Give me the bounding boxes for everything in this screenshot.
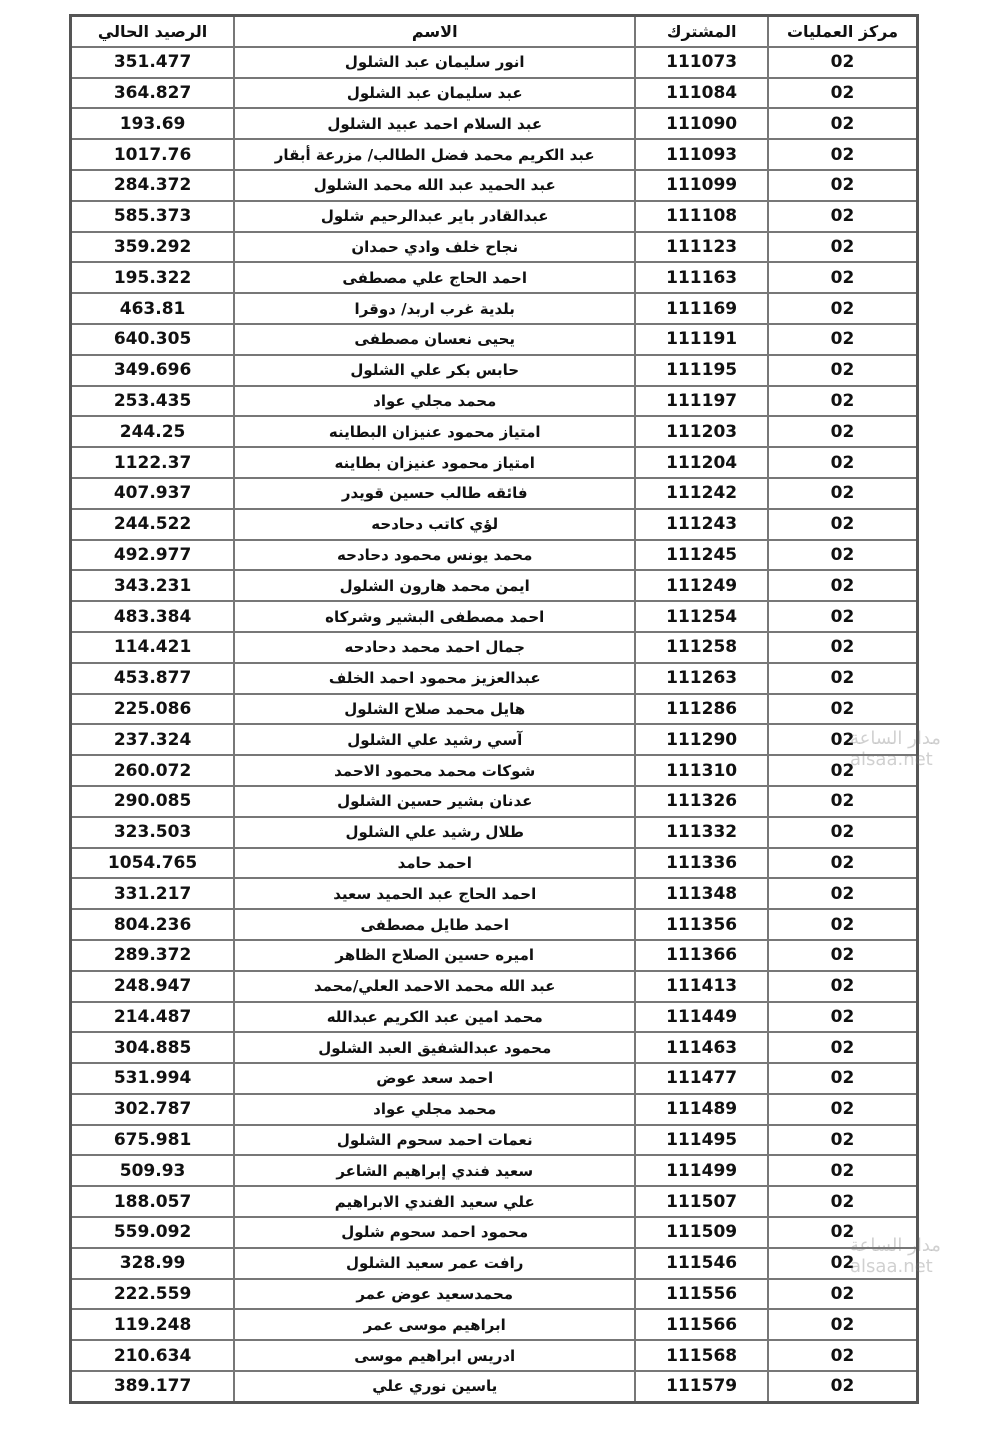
cell-balance: 463.81 xyxy=(71,293,235,324)
cell-balance: 675.981 xyxy=(71,1125,235,1156)
cell-center: 02 xyxy=(768,139,918,170)
cell-balance: 453.877 xyxy=(71,663,235,694)
cell-balance: 284.372 xyxy=(71,170,235,201)
cell-center: 02 xyxy=(768,1248,918,1279)
cell-center: 02 xyxy=(768,1217,918,1248)
cell-subscriber: 111191 xyxy=(635,324,768,355)
cell-balance: 222.559 xyxy=(71,1279,235,1310)
watermark-latin: alsaa.net xyxy=(850,749,933,770)
cell-center: 02 xyxy=(768,201,918,232)
cell-name: محمد مجلي عواد xyxy=(234,1094,635,1125)
header-name: الاسم xyxy=(234,16,635,47)
cell-center: 02 xyxy=(768,1371,918,1402)
table-row xyxy=(71,170,918,201)
cell-name: امتياز محمود عنيزان بطاينه xyxy=(234,447,635,478)
cell-balance: 225.086 xyxy=(71,694,235,725)
table-row xyxy=(71,601,918,632)
cell-name: جمال احمد محمد دحادحه xyxy=(234,632,635,663)
cell-subscriber: 111413 xyxy=(635,971,768,1002)
cell-name: عبد الكريم محمد فضل الطالب/ مزرعة أبقار xyxy=(234,139,635,170)
table-row xyxy=(71,78,918,109)
cell-subscriber: 111084 xyxy=(635,78,768,109)
cell-balance: 331.217 xyxy=(71,878,235,909)
table-row xyxy=(71,1279,918,1310)
cell-center: 02 xyxy=(768,1340,918,1371)
cell-name: اميره حسين الصلاح الظاهر xyxy=(234,940,635,971)
cell-balance: 804.236 xyxy=(71,909,235,940)
table-row xyxy=(71,1340,918,1371)
cell-name: عبد الله محمد الاحمد العلي/محمد xyxy=(234,971,635,1002)
cell-center: 02 xyxy=(768,447,918,478)
cell-name: محمد مجلي عواد xyxy=(234,386,635,417)
cell-subscriber: 111249 xyxy=(635,570,768,601)
cell-name: عدنان بشير حسين الشلول xyxy=(234,786,635,817)
cell-name: ياسين نوري علي xyxy=(234,1371,635,1402)
table-row xyxy=(71,848,918,879)
table-row xyxy=(71,293,918,324)
cell-name: سعيد فندي إبراهيم الشاعر xyxy=(234,1155,635,1186)
cell-balance: 483.384 xyxy=(71,601,235,632)
cell-center: 02 xyxy=(768,663,918,694)
cell-name: احمد سعد عوض xyxy=(234,1063,635,1094)
cell-center: 02 xyxy=(768,878,918,909)
cell-subscriber: 111197 xyxy=(635,386,768,417)
cell-center: 02 xyxy=(768,786,918,817)
cell-center: 02 xyxy=(768,940,918,971)
cell-name: عبد سليمان عبد الشلول xyxy=(234,78,635,109)
cell-center: 02 xyxy=(768,108,918,139)
cell-subscriber: 111263 xyxy=(635,663,768,694)
cell-subscriber: 111568 xyxy=(635,1340,768,1371)
cell-subscriber: 111507 xyxy=(635,1186,768,1217)
cell-center: 02 xyxy=(768,355,918,386)
cell-balance: 492.977 xyxy=(71,540,235,571)
table-row xyxy=(71,1186,918,1217)
cell-subscriber: 111073 xyxy=(635,47,768,78)
table-row xyxy=(71,139,918,170)
cell-balance: 1017.76 xyxy=(71,139,235,170)
cell-center: 02 xyxy=(768,47,918,78)
table-row xyxy=(71,1217,918,1248)
cell-balance: 302.787 xyxy=(71,1094,235,1125)
table-row xyxy=(71,201,918,232)
cell-subscriber: 111286 xyxy=(635,694,768,725)
cell-balance: 359.292 xyxy=(71,232,235,263)
cell-balance: 585.373 xyxy=(71,201,235,232)
cell-center: 02 xyxy=(768,1186,918,1217)
cell-subscriber: 111203 xyxy=(635,416,768,447)
table-row xyxy=(71,1094,918,1125)
cell-subscriber: 111336 xyxy=(635,848,768,879)
cell-center: 02 xyxy=(768,540,918,571)
cell-balance: 349.696 xyxy=(71,355,235,386)
table-row xyxy=(71,1125,918,1156)
watermark-arabic: مدار الساعة xyxy=(850,1235,941,1256)
cell-balance: 531.994 xyxy=(71,1063,235,1094)
cell-name: رافت عمر سعيد الشلول xyxy=(234,1248,635,1279)
cell-subscriber: 111243 xyxy=(635,509,768,540)
cell-center: 02 xyxy=(768,324,918,355)
cell-subscriber: 111169 xyxy=(635,293,768,324)
cell-balance: 364.827 xyxy=(71,78,235,109)
table-row xyxy=(71,663,918,694)
table-row xyxy=(71,1248,918,1279)
cell-subscriber: 111310 xyxy=(635,755,768,786)
header-balance: الرصيد الحالي xyxy=(71,16,235,47)
cell-name: محمد يونس محمود دحادحه xyxy=(234,540,635,571)
table-row xyxy=(71,570,918,601)
cell-name: علي سعيد الفندي الابراهيم xyxy=(234,1186,635,1217)
cell-balance: 559.092 xyxy=(71,1217,235,1248)
cell-subscriber: 111290 xyxy=(635,724,768,755)
table-row xyxy=(71,694,918,725)
cell-name: فائقه طالب حسين قويدر xyxy=(234,478,635,509)
cell-center: 02 xyxy=(768,1125,918,1156)
cell-name: هايل محمد صلاح الشلول xyxy=(234,694,635,725)
cell-center: 02 xyxy=(768,1032,918,1063)
cell-name: احمد الحاج عبد الحميد سعيد xyxy=(234,878,635,909)
cell-subscriber: 111108 xyxy=(635,201,768,232)
cell-name: محمدسعيد عوض عمر xyxy=(234,1279,635,1310)
cell-name: احمد طايل مصطفى xyxy=(234,909,635,940)
cell-name: احمد مصطفى البشير وشركاه xyxy=(234,601,635,632)
cell-center: 02 xyxy=(768,509,918,540)
header-row xyxy=(71,16,918,47)
cell-name: ايمن محمد هارون الشلول xyxy=(234,570,635,601)
cell-balance: 351.477 xyxy=(71,47,235,78)
table-row xyxy=(71,232,918,263)
cell-subscriber: 111123 xyxy=(635,232,768,263)
table-row xyxy=(71,878,918,909)
cell-name: عبدالقادر باير عبدالرحيم شلول xyxy=(234,201,635,232)
cell-balance: 119.248 xyxy=(71,1309,235,1340)
cell-balance: 210.634 xyxy=(71,1340,235,1371)
cell-center: 02 xyxy=(768,262,918,293)
cell-subscriber: 111332 xyxy=(635,817,768,848)
cell-name: محمود عبدالشفيق العبد الشلول xyxy=(234,1032,635,1063)
cell-center: 02 xyxy=(768,1279,918,1310)
cell-balance: 389.177 xyxy=(71,1371,235,1402)
cell-name: يحيى نعسان مصطفى xyxy=(234,324,635,355)
table-row xyxy=(71,262,918,293)
cell-balance: 214.487 xyxy=(71,1002,235,1033)
cell-center: 02 xyxy=(768,232,918,263)
cell-subscriber: 111509 xyxy=(635,1217,768,1248)
cell-center: 02 xyxy=(768,724,918,755)
table-row xyxy=(71,386,918,417)
cell-balance: 328.99 xyxy=(71,1248,235,1279)
cell-name: محمود احمد سحوم شلول xyxy=(234,1217,635,1248)
watermark-arabic: مدار الساعة xyxy=(850,728,941,749)
cell-balance: 237.324 xyxy=(71,724,235,755)
table-row xyxy=(71,478,918,509)
table-row xyxy=(71,817,918,848)
cell-name: شوكات محمد محمود الاحمد xyxy=(234,755,635,786)
cell-subscriber: 111242 xyxy=(635,478,768,509)
cell-name: طلال رشيد علي الشلول xyxy=(234,817,635,848)
cell-balance: 509.93 xyxy=(71,1155,235,1186)
table-row xyxy=(71,632,918,663)
table-row xyxy=(71,108,918,139)
cell-subscriber: 111356 xyxy=(635,909,768,940)
cell-center: 02 xyxy=(768,78,918,109)
cell-subscriber: 111258 xyxy=(635,632,768,663)
table-row xyxy=(71,1155,918,1186)
cell-subscriber: 111556 xyxy=(635,1279,768,1310)
cell-balance: 248.947 xyxy=(71,971,235,1002)
cell-name: احمد الحاج علي مصطفى xyxy=(234,262,635,293)
cell-center: 02 xyxy=(768,817,918,848)
cell-name: عبد الحميد عبد الله محمد الشلول xyxy=(234,170,635,201)
cell-subscriber: 111477 xyxy=(635,1063,768,1094)
cell-balance: 188.057 xyxy=(71,1186,235,1217)
table-row xyxy=(71,940,918,971)
cell-balance: 244.522 xyxy=(71,509,235,540)
cell-balance: 323.503 xyxy=(71,817,235,848)
watermark-latin: alsaa.net xyxy=(850,1256,933,1277)
cell-name: حابس بكر علي الشلول xyxy=(234,355,635,386)
table-row xyxy=(71,724,918,755)
cell-center: 02 xyxy=(768,1309,918,1340)
cell-subscriber: 111326 xyxy=(635,786,768,817)
cell-center: 02 xyxy=(768,971,918,1002)
cell-balance: 1122.37 xyxy=(71,447,235,478)
cell-balance: 114.421 xyxy=(71,632,235,663)
table-row xyxy=(71,1032,918,1063)
cell-balance: 407.937 xyxy=(71,478,235,509)
cell-center: 02 xyxy=(768,1094,918,1125)
cell-balance: 193.69 xyxy=(71,108,235,139)
table-row xyxy=(71,755,918,786)
cell-subscriber: 111093 xyxy=(635,139,768,170)
cell-name: ادريس ابراهيم موسى xyxy=(234,1340,635,1371)
cell-center: 02 xyxy=(768,694,918,725)
cell-subscriber: 111195 xyxy=(635,355,768,386)
cell-subscriber: 111090 xyxy=(635,108,768,139)
cell-subscriber: 111366 xyxy=(635,940,768,971)
table-row xyxy=(71,324,918,355)
cell-center: 02 xyxy=(768,909,918,940)
cell-subscriber: 111449 xyxy=(635,1002,768,1033)
cell-center: 02 xyxy=(768,632,918,663)
cell-center: 02 xyxy=(768,478,918,509)
table-row xyxy=(71,355,918,386)
cell-subscriber: 111204 xyxy=(635,447,768,478)
cell-subscriber: 111546 xyxy=(635,1248,768,1279)
cell-subscriber: 111254 xyxy=(635,601,768,632)
cell-balance: 260.072 xyxy=(71,755,235,786)
table-row xyxy=(71,786,918,817)
cell-balance: 304.885 xyxy=(71,1032,235,1063)
cell-center: 02 xyxy=(768,1155,918,1186)
cell-center: 02 xyxy=(768,1063,918,1094)
cell-center: 02 xyxy=(768,416,918,447)
cell-name: احمد حامد xyxy=(234,848,635,879)
cell-center: 02 xyxy=(768,601,918,632)
cell-balance: 343.231 xyxy=(71,570,235,601)
cell-name: نجاح خلف وادي حمدان xyxy=(234,232,635,263)
table-row xyxy=(71,540,918,571)
table-row xyxy=(71,447,918,478)
cell-name: عبدالعزيز محمود احمد الخلف xyxy=(234,663,635,694)
cell-name: آسي رشيد علي الشلول xyxy=(234,724,635,755)
cell-subscriber: 111499 xyxy=(635,1155,768,1186)
cell-name: ابراهيم موسى عمر xyxy=(234,1309,635,1340)
cell-center: 02 xyxy=(768,848,918,879)
cell-balance: 289.372 xyxy=(71,940,235,971)
cell-subscriber: 111163 xyxy=(635,262,768,293)
cell-name: انور سليمان عبد الشلول xyxy=(234,47,635,78)
cell-subscriber: 111489 xyxy=(635,1094,768,1125)
cell-center: 02 xyxy=(768,170,918,201)
cell-balance: 253.435 xyxy=(71,386,235,417)
table-row xyxy=(71,509,918,540)
cell-balance: 290.085 xyxy=(71,786,235,817)
cell-subscriber: 111579 xyxy=(635,1371,768,1402)
cell-name: نعمات احمد سحوم الشلول xyxy=(234,1125,635,1156)
table-row xyxy=(71,1309,918,1340)
subscribers-balance-table xyxy=(69,14,919,1404)
header-center: مركز العمليات xyxy=(768,16,918,47)
cell-subscriber: 111099 xyxy=(635,170,768,201)
cell-name: عبد السلام احمد عبيد الشلول xyxy=(234,108,635,139)
cell-center: 02 xyxy=(768,293,918,324)
table-row xyxy=(71,1063,918,1094)
cell-balance: 640.305 xyxy=(71,324,235,355)
cell-name: امتياز محمود عنيزان البطاينه xyxy=(234,416,635,447)
cell-name: لؤي كاتب دحادحه xyxy=(234,509,635,540)
cell-center: 02 xyxy=(768,755,918,786)
cell-subscriber: 111463 xyxy=(635,1032,768,1063)
cell-balance: 1054.765 xyxy=(71,848,235,879)
cell-name: بلدية غرب اربد/ دوقرا xyxy=(234,293,635,324)
cell-subscriber: 111495 xyxy=(635,1125,768,1156)
header-subscriber: المشترك xyxy=(635,16,768,47)
cell-balance: 195.322 xyxy=(71,262,235,293)
cell-subscriber: 111566 xyxy=(635,1309,768,1340)
cell-balance: 244.25 xyxy=(71,416,235,447)
table-row xyxy=(71,909,918,940)
table-row xyxy=(71,416,918,447)
cell-subscriber: 111348 xyxy=(635,878,768,909)
cell-center: 02 xyxy=(768,1002,918,1033)
cell-subscriber: 111245 xyxy=(635,540,768,571)
table-row xyxy=(71,1371,918,1402)
table-row xyxy=(71,47,918,78)
cell-name: محمد امين عبد الكريم عبدالله xyxy=(234,1002,635,1033)
table-row xyxy=(71,971,918,1002)
table-row xyxy=(71,1002,918,1033)
cell-center: 02 xyxy=(768,570,918,601)
cell-center: 02 xyxy=(768,386,918,417)
